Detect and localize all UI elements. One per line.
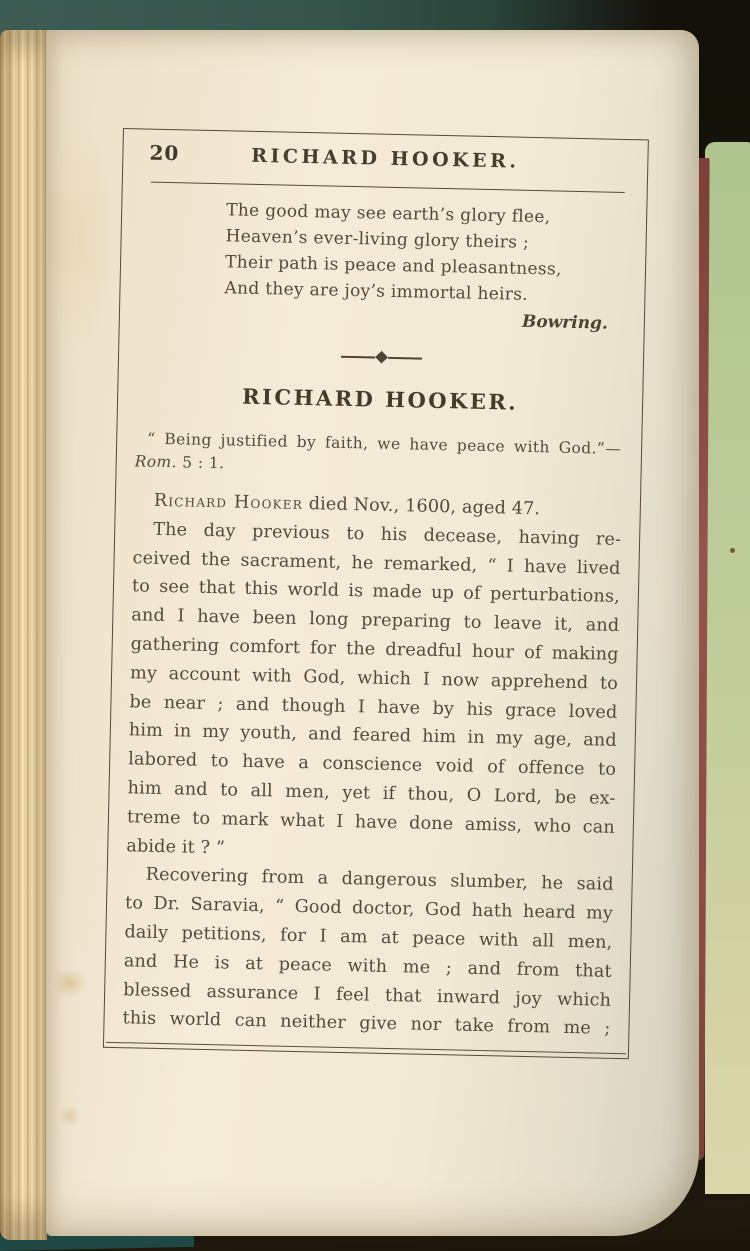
surface-speck [730, 548, 735, 553]
poem-quote [224, 197, 646, 310]
stacked-page-edges [0, 30, 47, 1240]
body-line: Recovering from a dangerous slumber, he said [145, 865, 614, 896]
body-line: to see that this world is made up of perturbations, [131, 576, 621, 608]
running-header: RICHARD HOOKER. [251, 144, 520, 173]
printed-page-border [103, 128, 649, 1059]
body-line: daily petitions, for I am at peace with all men, [124, 922, 613, 953]
body-line: him in my youth, and feared him in my age, and [128, 720, 617, 752]
paper-stain [59, 1106, 81, 1126]
section-title: RICHARD HOOKER. [241, 383, 519, 415]
body-line: my account with God, which I now apprehend to [129, 663, 619, 694]
section-divider [119, 347, 643, 367]
body-line: abide it ? ” [126, 835, 226, 858]
poem-attribution: Bowring. [521, 311, 609, 334]
body-line: ceived the sacrament, he remarked, “ I have lived [132, 547, 621, 579]
body-line: Richard Hooker died Nov., 1600, aged 47. [153, 490, 541, 520]
small-caps-name: Richard Hooker [153, 490, 304, 515]
epigraph [134, 427, 621, 484]
poem-line: Heaven’s ever-living glory theirs ; [225, 226, 530, 253]
body-line: him and to all men, yet if thou, O Lord, be ex- [127, 778, 616, 809]
epigraph-reference-verse: 5 : 1. [176, 453, 225, 473]
book-page [46, 30, 699, 1236]
page-header [123, 129, 648, 179]
divider-diamond-icon [375, 351, 388, 364]
body-line: The day previous to his decease, having re- [153, 519, 622, 550]
page-number: 20 [149, 140, 180, 166]
body-line: this world can neither give nor take from me ; [122, 1008, 611, 1040]
body-text [122, 486, 622, 1044]
body-line: to Dr. Saravia, “ Good doctor, God hath heard my [124, 893, 614, 925]
epigraph-reference-book: Rom. [134, 452, 178, 472]
poem-line: The good may see earth’s glory flee, [226, 200, 551, 228]
body-line: gathering comfort for the dreadful hour of making [130, 634, 619, 665]
divider-line-left [341, 355, 375, 358]
body-line: blessed assurance I feel that inward joy which [122, 979, 612, 1011]
epigraph-quote: “ Being justified by faith, we have peace with God.”— [147, 429, 622, 458]
paper-stain [52, 968, 88, 998]
body-line: treme to mark what I have done amiss, who can [126, 807, 616, 838]
poem-line: And they are joy’s immortal heirs. [224, 278, 529, 305]
header-rule [151, 182, 625, 193]
body-line: labored to have a conscience void of offence to [128, 749, 617, 781]
paper-stain [46, 125, 116, 355]
divider-line-right [388, 356, 422, 359]
poem-line: Their path is peace and pleasantness, [224, 252, 562, 280]
adjacent-page-surface [705, 142, 750, 1194]
body-line: and He is at peace with me ; and from that [123, 950, 612, 982]
body-line: and I have been long preparing to leave it, and [131, 605, 620, 637]
body-line: be near ; and though I have by his grace loved [129, 691, 618, 723]
